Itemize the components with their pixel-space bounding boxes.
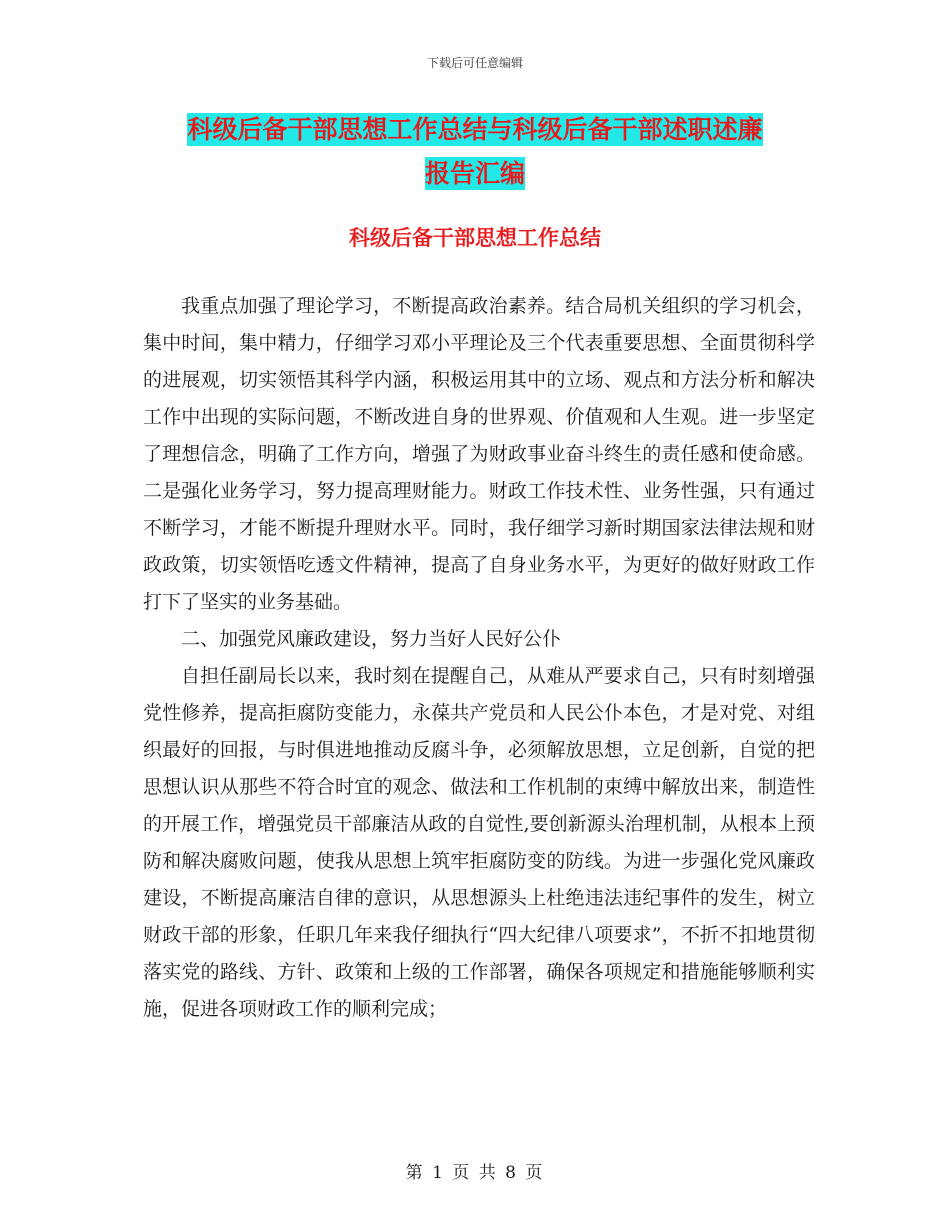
header-note: 下载后可任意编辑 [426,56,523,70]
section-title: 科级后备干部思想工作总结 [349,226,601,250]
page-number-footer: 第 1 页 共 8 页 [405,1163,545,1183]
body-paragraph: 自担任副局长以来，我时刻在提醒自己，从难从严要求自己，只有时刻增强党性修养，提高拒腐防变能力，永葆共产党员和人民公仆本色，才是对党、对组织最好的回报，与时俱进地推动反腐斗争，必须解放思想，立足创新，自觉的把思想认识从那些不符合时宜的观念、做法和工作机制的束缚中解放出来，制造性的开展工作，增强党员干部廉洁从政的自觉性,要创新源头治理机制，从根本上预防和解决腐败问题，使我从思想上筑牢拒腐防变的防线。为进一步强化党风廉政建设，不断提高廉洁自律的意识，从思想源头上杜绝违法违纪事件的发生，树立财政干部的形象，任职几年来我仔细执行“四大纪律八项要求”，不折不扣地贯彻落实党的路线、方针、政策和上级的工作部署，确保各项规定和措施能够顺利实施，促进各项财政工作的顺利完成； [143,665,815,1020]
body-paragraph: 我重点加强了理论学习，不断提高政治素养。结合局机关组织的学习机会，集中时间，集中精力，仔细学习邓小平理论及三个代表重要思想、全面贯彻科学的进展观，切实领悟其科学内涵，积极运用其中的立场、观点和方法分析和解决工作中出现的实际问题，不断改进自身的世界观、价值观和人生观。进一步坚定了理想信念，明确了工作方向，增强了为财政事业奋斗终生的责任感和使命感。二是强化业务学习，努力提高理财能力。财政工作技术性、业务性强，只有通过不断学习，才能不断提升理财水平。同时，我仔细学习新时期国家法律法规和财政政策，切实领悟吃透文件精神，提高了自身业务水平，为更好的做好财政工作打下了坚实的业务基础。 [143,295,815,613]
document-body [143,288,815,1028]
document-title-line-2: 报告汇编 [424,159,525,188]
document-title-line-1: 科级后备干部思想工作总结与科级后备干部述职述廉 [187,115,763,144]
body-paragraph-heading: 二、加强党风廉政建设，努力当好人民好公仆 [181,628,562,650]
document-title [140,108,810,196]
